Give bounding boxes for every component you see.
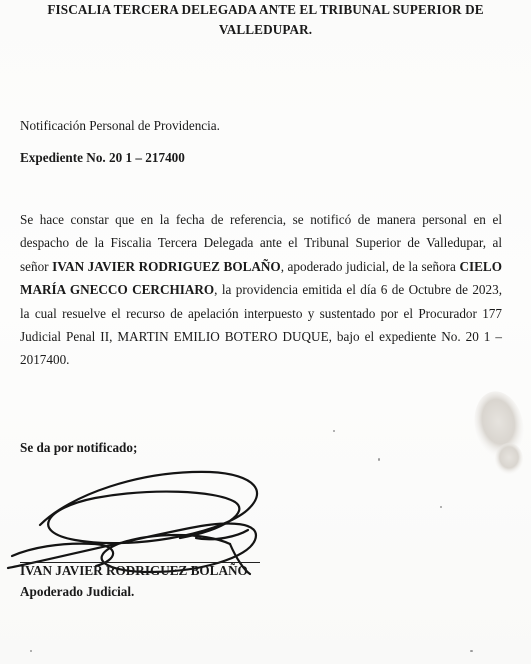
- header-line-1: FISCALIA TERCERA DELEGADA ANTE EL TRIBUNAL SUPERIOR DE: [47, 2, 484, 17]
- scan-speck: [333, 430, 335, 432]
- expediente-number: Expediente No. 20 1 – 217400: [20, 150, 185, 165]
- body-line-2: despacho de la Fiscalia Tercera Delegada ante el Tribunal Superior de Valledupar, al: [20, 235, 502, 251]
- body-line-3: [20, 255, 502, 278]
- client-name-part-1: CIELO: [459, 258, 502, 274]
- signatory-role: Apoderado Judicial.: [20, 584, 135, 599]
- thumbprint-mark: [455, 385, 531, 495]
- client-name-part-2: MARÍA GNECCO CERCHIARO: [20, 282, 215, 298]
- notified-label: Se da por notificado;: [20, 440, 138, 455]
- body-line-1: Se hace constar que en la fecha de referencia, se notificó de manera personal en el: [20, 212, 502, 227]
- notification-title: Notificación Personal de Providencia.: [20, 118, 220, 133]
- attorney-name: IVAN JAVIER RODRIGUEZ BOLAÑO: [52, 258, 281, 274]
- body-paragraph: [20, 208, 502, 372]
- body-line-3-pre: señor: [20, 258, 53, 274]
- body-line-5: la cual resuelve el recurso de apelación interpuesto y sustentado por el Procurador 177: [20, 305, 502, 321]
- scan-speck: [440, 506, 442, 508]
- scan-speck: [378, 458, 380, 461]
- body-line-7: 2017400.: [20, 352, 70, 368]
- header-line-2: VALLEDUPAR.: [218, 22, 313, 37]
- body-line-3-mid: , apoderado judicial, de la señora: [280, 258, 460, 274]
- signatory-name: IVAN JAVIER RODRIGUEZ BOLAÑO: [20, 562, 260, 579]
- body-line-6: Judicial Penal II, MARTIN EMILIO BOTERO DUQUE, bajo el expediente No. 20 1 –: [20, 329, 502, 345]
- body-line-4: [20, 278, 502, 301]
- scan-speck: [30, 650, 32, 652]
- scan-speck: [470, 650, 473, 652]
- body-line-4-post: , la providencia emitida el día 6 de Octubre de 2023,: [214, 282, 503, 298]
